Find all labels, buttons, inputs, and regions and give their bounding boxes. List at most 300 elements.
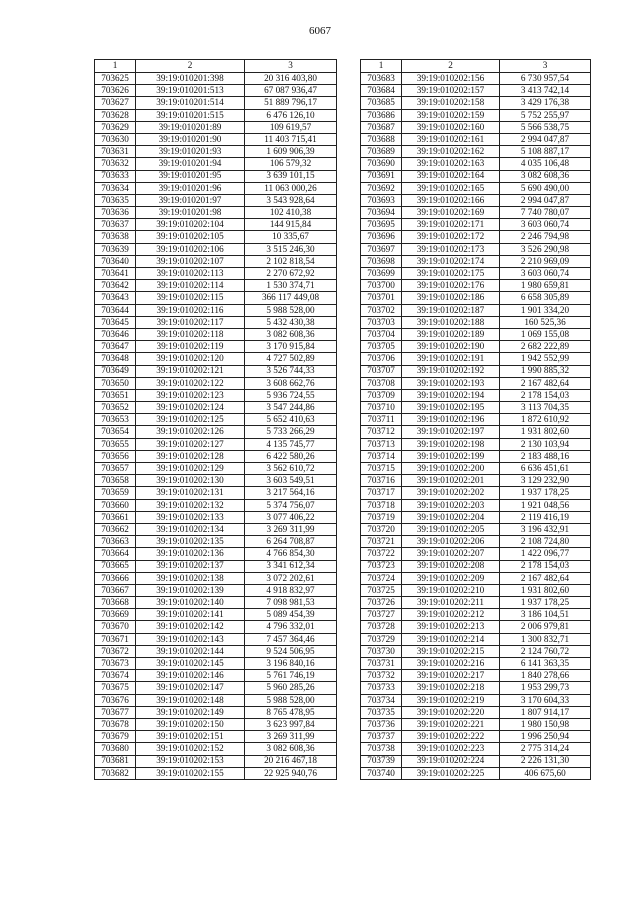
value-cell: 4 766 854,30 (245, 548, 337, 560)
row-number-cell: 703685 (361, 97, 402, 109)
value-cell: 5 652 410,63 (245, 414, 337, 426)
row-number-cell: 703626 (95, 85, 136, 97)
table-row (95, 511, 337, 523)
value-cell: 1 921 048,56 (500, 499, 591, 511)
table-row (361, 402, 591, 414)
cadastral-number-cell: 39:19:010202:176 (402, 280, 500, 292)
table-row (95, 414, 337, 426)
table-row (361, 463, 591, 475)
cadastral-number-cell: 39:19:010202:165 (402, 182, 500, 194)
row-number-cell: 703703 (361, 316, 402, 328)
value-cell: 2 246 794,98 (500, 231, 591, 243)
cadastral-number-cell: 39:19:010202:148 (136, 694, 245, 706)
table-row (361, 548, 591, 560)
row-number-cell: 703740 (361, 767, 402, 779)
value-cell: 2 108 724,80 (500, 536, 591, 548)
table-row (95, 523, 337, 535)
table-row (361, 767, 591, 779)
value-cell: 3 547 244,86 (245, 402, 337, 414)
value-cell: 5 374 756,07 (245, 499, 337, 511)
value-cell: 5 432 430,38 (245, 316, 337, 328)
table-row (95, 341, 337, 353)
row-number-cell: 703678 (95, 718, 136, 730)
table-row (95, 621, 337, 633)
value-cell: 3 082 608,36 (245, 743, 337, 755)
table-row (361, 377, 591, 389)
row-number-cell: 703692 (361, 182, 402, 194)
row-number-cell: 703735 (361, 706, 402, 718)
value-cell: 1 840 278,66 (500, 670, 591, 682)
cadastral-number-cell: 39:19:010201:514 (136, 97, 245, 109)
value-cell: 2 167 482,64 (500, 572, 591, 584)
value-cell: 1 807 914,17 (500, 706, 591, 718)
table-row (95, 560, 337, 572)
cadastral-number-cell: 39:19:010202:210 (402, 584, 500, 596)
cadastral-number-cell: 39:19:010202:162 (402, 146, 500, 158)
cadastral-number-cell: 39:19:010202:204 (402, 511, 500, 523)
value-cell: 7 457 364,46 (245, 633, 337, 645)
value-cell: 109 619,57 (245, 121, 337, 133)
value-cell: 4 918 832,97 (245, 584, 337, 596)
cadastral-number-cell: 39:19:010202:143 (136, 633, 245, 645)
table-row (361, 670, 591, 682)
row-number-cell: 703654 (95, 426, 136, 438)
cadastral-number-cell: 39:19:010202:209 (402, 572, 500, 584)
value-cell: 1 530 374,71 (245, 280, 337, 292)
table-row (361, 182, 591, 194)
value-cell: 22 925 940,76 (245, 767, 337, 779)
cadastral-number-cell: 39:19:010202:220 (402, 706, 500, 718)
row-number-cell: 703642 (95, 280, 136, 292)
cadastral-number-cell: 39:19:010202:132 (136, 499, 245, 511)
value-cell: 2 210 969,09 (500, 255, 591, 267)
cadastral-number-cell: 39:19:010202:158 (402, 97, 500, 109)
row-number-cell: 703699 (361, 268, 402, 280)
value-cell: 11 403 715,41 (245, 133, 337, 145)
row-number-cell: 703627 (95, 97, 136, 109)
cadastral-number-cell: 39:19:010202:145 (136, 658, 245, 670)
value-cell: 6 141 363,35 (500, 658, 591, 670)
table-row (361, 328, 591, 340)
value-cell: 3 603 060,74 (500, 219, 591, 231)
row-number-cell: 703738 (361, 743, 402, 755)
table-row (95, 389, 337, 401)
cadastral-number-cell: 39:19:010202:206 (402, 536, 500, 548)
cadastral-number-cell: 39:19:010202:225 (402, 767, 500, 779)
value-cell: 3 623 997,84 (245, 718, 337, 730)
cadastral-number-cell: 39:19:010201:513 (136, 85, 245, 97)
row-number-cell: 703661 (95, 511, 136, 523)
value-cell: 3 341 612,34 (245, 560, 337, 572)
value-cell: 3 562 610,72 (245, 463, 337, 475)
cadastral-number-cell: 39:19:010202:104 (136, 219, 245, 231)
cadastral-number-cell: 39:19:010201:95 (136, 170, 245, 182)
row-number-cell: 703736 (361, 718, 402, 730)
cadastral-number-cell: 39:19:010201:515 (136, 109, 245, 121)
value-cell: 9 524 506,95 (245, 645, 337, 657)
cadastral-number-cell: 39:19:010202:212 (402, 609, 500, 621)
row-number-cell: 703650 (95, 377, 136, 389)
cadastral-number-cell: 39:19:010202:211 (402, 597, 500, 609)
table-row (95, 255, 337, 267)
column-header-2: 2 (136, 60, 245, 73)
table-row (95, 438, 337, 450)
value-cell: 2 178 154,03 (500, 389, 591, 401)
row-number-cell: 703688 (361, 133, 402, 145)
row-number-cell: 703653 (95, 414, 136, 426)
cadastral-number-cell: 39:19:010202:223 (402, 743, 500, 755)
cadastral-number-cell: 39:19:010202:218 (402, 682, 500, 694)
table-row (95, 158, 337, 170)
table-row (95, 121, 337, 133)
value-cell: 3 082 608,36 (500, 170, 591, 182)
table-row (95, 694, 337, 706)
value-cell: 7 740 780,07 (500, 207, 591, 219)
row-number-cell: 703640 (95, 255, 136, 267)
row-number-cell: 703663 (95, 536, 136, 548)
table-header-row (95, 60, 337, 73)
row-number-cell: 703721 (361, 536, 402, 548)
table-row (361, 645, 591, 657)
row-number-cell: 703711 (361, 414, 402, 426)
value-cell: 2 130 103,94 (500, 438, 591, 450)
row-number-cell: 703656 (95, 450, 136, 462)
value-cell: 11 063 000,26 (245, 182, 337, 194)
cadastral-number-cell: 39:19:010202:195 (402, 402, 500, 414)
table-header-row (361, 60, 591, 73)
cadastral-number-cell: 39:19:010202:161 (402, 133, 500, 145)
value-cell: 20 216 467,18 (245, 755, 337, 767)
cadastral-number-cell: 39:19:010202:116 (136, 304, 245, 316)
cadastral-number-cell: 39:19:010202:214 (402, 633, 500, 645)
value-cell: 2 167 482,64 (500, 377, 591, 389)
value-cell: 3 413 742,14 (500, 85, 591, 97)
table-row (95, 304, 337, 316)
cadastral-number-cell: 39:19:010202:201 (402, 475, 500, 487)
value-cell: 4 035 106,48 (500, 158, 591, 170)
cadastral-number-cell: 39:19:010202:137 (136, 560, 245, 572)
value-cell: 3 196 432,91 (500, 523, 591, 535)
row-number-cell: 703720 (361, 523, 402, 535)
value-cell: 3 515 246,30 (245, 243, 337, 255)
table-row (361, 487, 591, 499)
value-cell: 5 566 538,75 (500, 121, 591, 133)
cadastral-number-cell: 39:19:010202:215 (402, 645, 500, 657)
row-number-cell: 703666 (95, 572, 136, 584)
value-cell: 3 603 549,51 (245, 475, 337, 487)
row-number-cell: 703717 (361, 487, 402, 499)
right-table (360, 59, 591, 780)
cadastral-number-cell: 39:19:010202:193 (402, 377, 500, 389)
table-row (361, 560, 591, 572)
cadastral-number-cell: 39:19:010202:221 (402, 718, 500, 730)
table-row (95, 597, 337, 609)
value-cell: 3 526 290,98 (500, 243, 591, 255)
table-row (361, 633, 591, 645)
value-cell: 2 102 818,54 (245, 255, 337, 267)
column-header-1: 1 (361, 60, 402, 73)
table-row (361, 426, 591, 438)
row-number-cell: 703657 (95, 463, 136, 475)
row-number-cell: 703662 (95, 523, 136, 535)
value-cell: 2 270 672,92 (245, 268, 337, 280)
cadastral-number-cell: 39:19:010202:122 (136, 377, 245, 389)
row-number-cell: 703705 (361, 341, 402, 353)
table-row (95, 426, 337, 438)
table-row (95, 146, 337, 158)
table-row (95, 73, 337, 85)
cadastral-number-cell: 39:19:010202:164 (402, 170, 500, 182)
row-number-cell: 703718 (361, 499, 402, 511)
table-row (95, 536, 337, 548)
row-number-cell: 703631 (95, 146, 136, 158)
cadastral-number-cell: 39:19:010202:216 (402, 658, 500, 670)
row-number-cell: 703706 (361, 353, 402, 365)
table-row (95, 548, 337, 560)
value-cell: 1 980 659,81 (500, 280, 591, 292)
cadastral-number-cell: 39:19:010202:138 (136, 572, 245, 584)
cadastral-number-cell: 39:19:010202:156 (402, 73, 500, 85)
row-number-cell: 703716 (361, 475, 402, 487)
cadastral-number-cell: 39:19:010202:123 (136, 389, 245, 401)
table-row (95, 645, 337, 657)
cadastral-number-cell: 39:19:010202:217 (402, 670, 500, 682)
column-header-1: 1 (95, 60, 136, 73)
value-cell: 1 901 334,20 (500, 304, 591, 316)
row-number-cell: 703697 (361, 243, 402, 255)
value-cell: 6 730 957,54 (500, 73, 591, 85)
value-cell: 2 119 416,19 (500, 511, 591, 523)
table-row (95, 450, 337, 462)
row-number-cell: 703729 (361, 633, 402, 645)
cadastral-number-cell: 39:19:010201:93 (136, 146, 245, 158)
value-cell: 1 609 906,39 (245, 146, 337, 158)
value-cell: 3 269 311,99 (245, 523, 337, 535)
table-row (95, 231, 337, 243)
row-number-cell: 703628 (95, 109, 136, 121)
cadastral-number-cell: 39:19:010202:126 (136, 426, 245, 438)
value-cell: 4 796 332,01 (245, 621, 337, 633)
cadastral-number-cell: 39:19:010202:133 (136, 511, 245, 523)
cadastral-number-cell: 39:19:010202:159 (402, 109, 500, 121)
row-number-cell: 703730 (361, 645, 402, 657)
cadastral-number-cell: 39:19:010202:200 (402, 463, 500, 475)
value-cell: 1 872 610,92 (500, 414, 591, 426)
cadastral-number-cell: 39:19:010202:139 (136, 584, 245, 596)
row-number-cell: 703714 (361, 450, 402, 462)
row-number-cell: 703629 (95, 121, 136, 133)
table-row (361, 621, 591, 633)
row-number-cell: 703674 (95, 670, 136, 682)
row-number-cell: 703696 (361, 231, 402, 243)
cadastral-number-cell: 39:19:010202:174 (402, 255, 500, 267)
row-number-cell: 703630 (95, 133, 136, 145)
cadastral-number-cell: 39:19:010202:125 (136, 414, 245, 426)
table-row (361, 292, 591, 304)
table-row (361, 365, 591, 377)
value-cell: 1 937 178,25 (500, 487, 591, 499)
value-cell: 5 108 887,17 (500, 146, 591, 158)
table-row (95, 243, 337, 255)
cadastral-number-cell: 39:19:010202:224 (402, 755, 500, 767)
row-number-cell: 703704 (361, 328, 402, 340)
row-number-cell: 703687 (361, 121, 402, 133)
cadastral-number-cell: 39:19:010202:163 (402, 158, 500, 170)
table-row (361, 706, 591, 718)
table-row (95, 487, 337, 499)
value-cell: 3 072 202,61 (245, 572, 337, 584)
row-number-cell: 703680 (95, 743, 136, 755)
table-row (95, 670, 337, 682)
value-cell: 1 422 096,77 (500, 548, 591, 560)
table-row (361, 133, 591, 145)
value-cell: 1 300 832,71 (500, 633, 591, 645)
cadastral-number-cell: 39:19:010202:205 (402, 523, 500, 535)
cadastral-number-cell: 39:19:010202:190 (402, 341, 500, 353)
value-cell: 3 129 232,90 (500, 475, 591, 487)
table-row (95, 377, 337, 389)
row-number-cell: 703722 (361, 548, 402, 560)
value-cell: 6 476 126,10 (245, 109, 337, 121)
value-cell: 3 077 406,22 (245, 511, 337, 523)
row-number-cell: 703659 (95, 487, 136, 499)
cadastral-number-cell: 39:19:010202:194 (402, 389, 500, 401)
value-cell: 1 069 155,08 (500, 328, 591, 340)
row-number-cell: 703634 (95, 182, 136, 194)
row-number-cell: 703676 (95, 694, 136, 706)
value-cell: 1 937 178,25 (500, 597, 591, 609)
table-row (361, 85, 591, 97)
row-number-cell: 703726 (361, 597, 402, 609)
row-number-cell: 703645 (95, 316, 136, 328)
row-number-cell: 703686 (361, 109, 402, 121)
row-number-cell: 703665 (95, 560, 136, 572)
value-cell: 5 960 285,26 (245, 682, 337, 694)
cadastral-number-cell: 39:19:010202:160 (402, 121, 500, 133)
cadastral-number-cell: 39:19:010202:128 (136, 450, 245, 462)
table-row (361, 243, 591, 255)
table-row (95, 475, 337, 487)
left-table (94, 59, 337, 780)
row-number-cell: 703715 (361, 463, 402, 475)
value-cell: 3 639 101,15 (245, 170, 337, 182)
row-number-cell: 703695 (361, 219, 402, 231)
column-header-2: 2 (402, 60, 500, 73)
value-cell: 2 994 047,87 (500, 194, 591, 206)
row-number-cell: 703669 (95, 609, 136, 621)
value-cell: 1 953 299,73 (500, 682, 591, 694)
row-number-cell: 703684 (361, 85, 402, 97)
row-number-cell: 703644 (95, 304, 136, 316)
value-cell: 160 525,36 (500, 316, 591, 328)
table-row (95, 292, 337, 304)
table-row (361, 658, 591, 670)
value-cell: 67 087 936,47 (245, 85, 337, 97)
row-number-cell: 703689 (361, 146, 402, 158)
row-number-cell: 703646 (95, 328, 136, 340)
cadastral-number-cell: 39:19:010202:175 (402, 268, 500, 280)
cadastral-number-cell: 39:19:010202:149 (136, 706, 245, 718)
cadastral-number-cell: 39:19:010202:140 (136, 597, 245, 609)
table-row (361, 718, 591, 730)
cadastral-number-cell: 39:19:010202:155 (136, 767, 245, 779)
table-row (95, 609, 337, 621)
row-number-cell: 703719 (361, 511, 402, 523)
cadastral-number-cell: 39:19:010202:134 (136, 523, 245, 535)
table-row (361, 438, 591, 450)
cadastral-number-cell: 39:19:010202:173 (402, 243, 500, 255)
cadastral-number-cell: 39:19:010202:171 (402, 219, 500, 231)
cadastral-number-cell: 39:19:010201:89 (136, 121, 245, 133)
table-row (361, 158, 591, 170)
row-number-cell: 703652 (95, 402, 136, 414)
value-cell: 5 936 724,55 (245, 389, 337, 401)
value-cell: 5 988 528,00 (245, 304, 337, 316)
cadastral-number-cell: 39:19:010202:105 (136, 231, 245, 243)
table-row (95, 633, 337, 645)
value-cell: 2 178 154,03 (500, 560, 591, 572)
cadastral-number-cell: 39:19:010202:146 (136, 670, 245, 682)
row-number-cell: 703633 (95, 170, 136, 182)
cadastral-number-cell: 39:19:010202:107 (136, 255, 245, 267)
table-row (95, 402, 337, 414)
row-number-cell: 703713 (361, 438, 402, 450)
cadastral-number-cell: 39:19:010202:208 (402, 560, 500, 572)
table-row (361, 609, 591, 621)
table-row (95, 328, 337, 340)
table-row (95, 280, 337, 292)
row-number-cell: 703671 (95, 633, 136, 645)
value-cell: 2 775 314,24 (500, 743, 591, 755)
cadastral-number-cell: 39:19:010202:197 (402, 426, 500, 438)
value-cell: 2 682 222,89 (500, 341, 591, 353)
table-row (361, 268, 591, 280)
row-number-cell: 703702 (361, 304, 402, 316)
cadastral-number-cell: 39:19:010202:127 (136, 438, 245, 450)
cadastral-number-cell: 39:19:010202:131 (136, 487, 245, 499)
cadastral-number-cell: 39:19:010202:213 (402, 621, 500, 633)
cadastral-number-cell: 39:19:010202:113 (136, 268, 245, 280)
cadastral-number-cell: 39:19:010202:150 (136, 718, 245, 730)
row-number-cell: 703698 (361, 255, 402, 267)
row-number-cell: 703693 (361, 194, 402, 206)
value-cell: 144 915,84 (245, 219, 337, 231)
cadastral-number-cell: 39:19:010202:136 (136, 548, 245, 560)
table-row (95, 718, 337, 730)
value-cell: 3 608 662,76 (245, 377, 337, 389)
row-number-cell: 703673 (95, 658, 136, 670)
row-number-cell: 703701 (361, 292, 402, 304)
cadastral-number-cell: 39:19:010202:124 (136, 402, 245, 414)
value-cell: 5 761 746,19 (245, 670, 337, 682)
row-number-cell: 703733 (361, 682, 402, 694)
table-row (361, 353, 591, 365)
value-cell: 4 727 502,89 (245, 353, 337, 365)
row-number-cell: 703632 (95, 158, 136, 170)
value-cell: 1 996 250,94 (500, 731, 591, 743)
table-row (361, 219, 591, 231)
table-row (95, 755, 337, 767)
table-row (361, 207, 591, 219)
value-cell: 6 264 708,87 (245, 536, 337, 548)
row-number-cell: 703691 (361, 170, 402, 182)
value-cell: 2 006 979,81 (500, 621, 591, 633)
value-cell: 3 170 604,33 (500, 694, 591, 706)
cadastral-number-cell: 39:19:010202:198 (402, 438, 500, 450)
value-cell: 3 082 608,36 (245, 328, 337, 340)
row-number-cell: 703625 (95, 73, 136, 85)
row-number-cell: 703667 (95, 584, 136, 596)
